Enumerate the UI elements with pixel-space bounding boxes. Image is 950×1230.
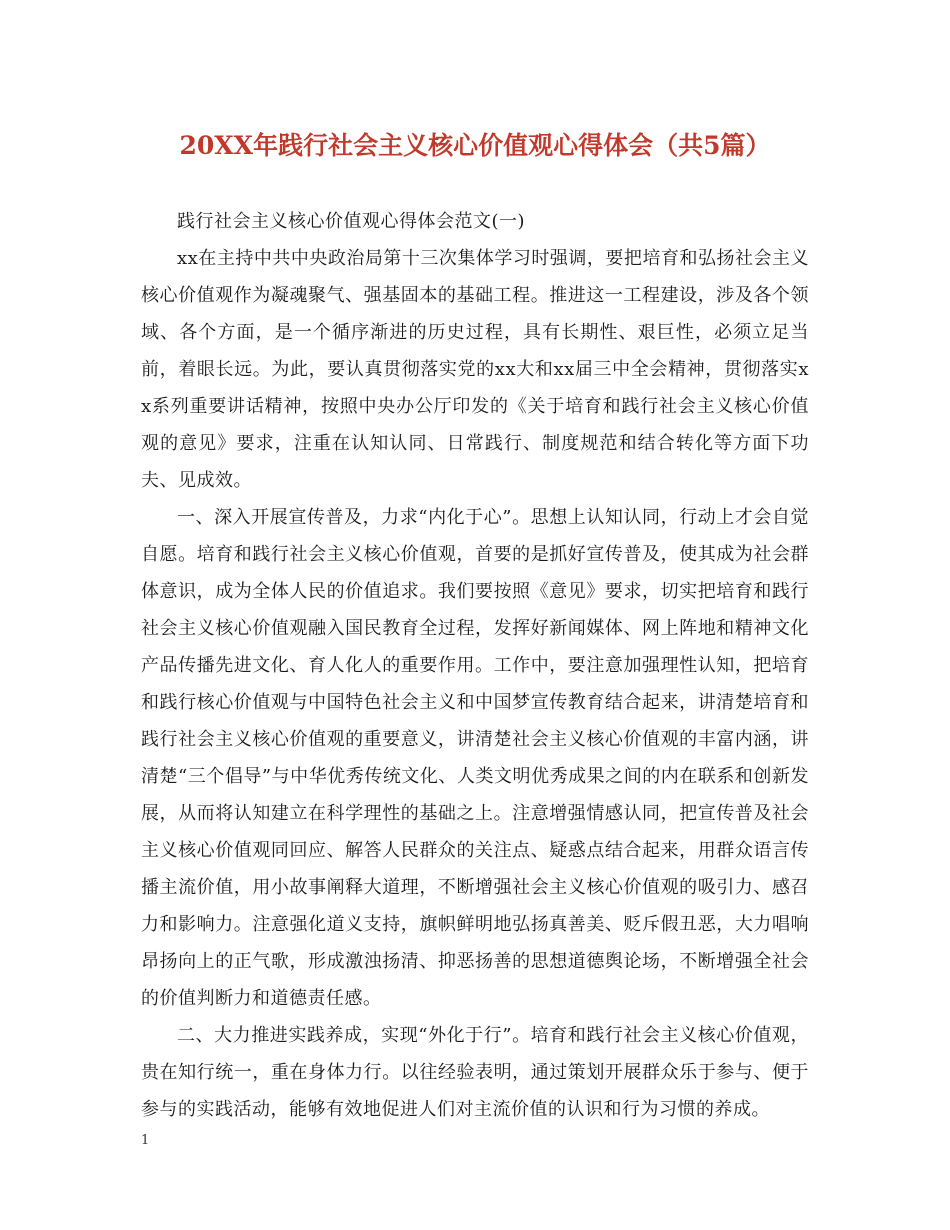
body-paragraph: 一、深入开展宣传普及，力求“内化于心”。思想上认知认同，行动上才会自觉自愿。培育和践行社会主义核心价值观，首要的是抓好宣传普及，使其成为社会群体意识，成为全体人民的价值追求。我们要按照《意见》要求，切实把培育和践行社会主义核心价值观融入国民教育全过程，发挥好新闻媒体、网上阵地和精神文化产品传播先进文化、育人化人的重要作用。工作中，要注意加强理性认知，把培育和践行核心价值观与中国特色社会主义和中国梦宣传教育结合起来，讲清楚培育和践行社会主义核心价值观的重要意义，讲清楚社会主义核心价值观的丰富内涵，讲清楚“三个倡导”与中华优秀传统文化、人类文明优秀成果之间的内在联系和创新发展，从而将认知建立在科学理性的基础之上。注意增强情感认同，把宣传普及社会主义核心价值观同回应、解答人民群众的关注点、疑惑点结合起来，用群众语言传播主流价值，用小故事阐释大道理，不断增强社会主义核心价值观的吸引力、感召力和影响力。注意强化道义支持，旗帜鲜明地弘扬真善美、贬斥假丑恶，大力唱响昂扬向上的正气歌，形成激浊扬清、抑恶扬善的思想道德舆论场，不断增强全社会的价值判断力和道德责任感。: [141, 507, 809, 1009]
document-body: [141, 203, 809, 1128]
document-title: 20XX年践行社会主义核心价值观心得体会（共5篇）: [179, 131, 771, 160]
page-number: 1: [141, 1133, 150, 1148]
section-heading: 践行社会主义核心价值观心得体会范文(一): [177, 211, 526, 232]
body-paragraph: xx在主持中共中央政治局第十三次集体学习时强调，要把培育和弘扬社会主义核心价值观作为凝魂聚气、强基固本的基础工程。推进这一工程建设，涉及各个领域、各个方面，是一个循序渐进的历史过程，具有长期性、艰巨性，必须立足当前，着眼长远。为此，要认真贯彻落实党的xx大和xx届三中全会精神，贯彻落实xx系列重要讲话精神，按照中央办公厅印发的《关于培育和践行社会主义核心价值观的意见》要求，注重在认知认同、日常践行、制度规范和结合转化等方面下功夫、见成效。: [141, 248, 809, 491]
body-paragraph: 二、大力推进实践养成，实现“外化于行”。培育和践行社会主义核心价值观，贵在知行统一，重在身体力行。以往经验表明，通过策划开展群众乐于参与、便于参与的实践活动，能够有效地促进人们对主流价值的认识和行为习惯的养成。: [141, 1025, 809, 1120]
